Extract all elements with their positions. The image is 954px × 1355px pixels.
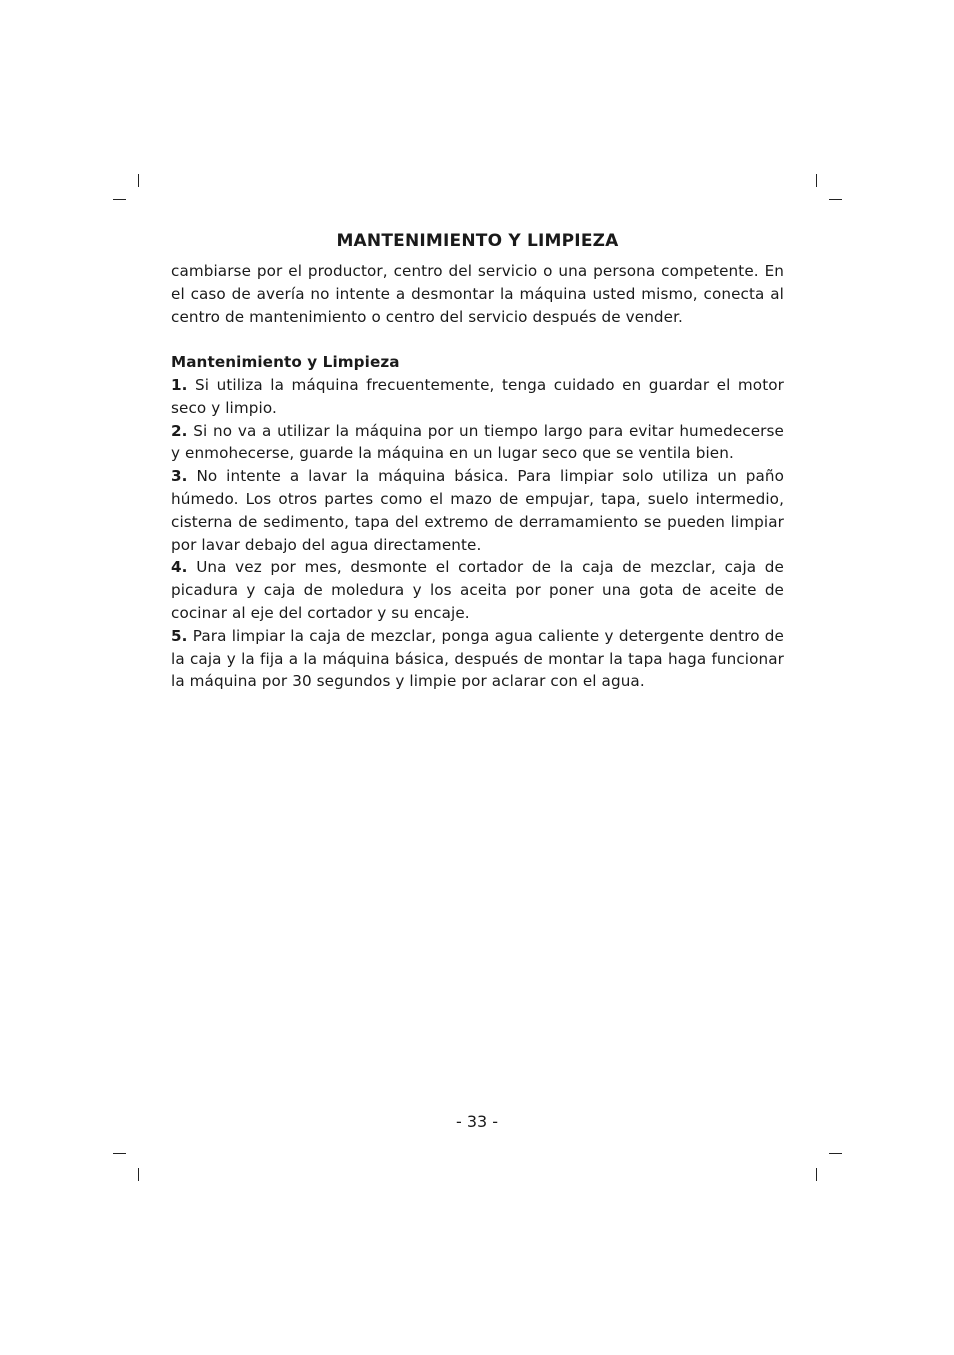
crop-mark-bottom-left-horizontal bbox=[113, 1153, 126, 1154]
crop-mark-top-right-horizontal bbox=[829, 199, 842, 200]
intro-paragraph: cambiarse por el productor, centro del servicio o una persona competente. En el caso de avería no intente a desmontar la máquina usted mismo, conecta al centro de mantenimiento o centro del servicio después de vender. bbox=[171, 262, 784, 326]
list-item bbox=[171, 556, 784, 624]
list-item bbox=[171, 420, 784, 466]
document-body bbox=[171, 260, 784, 693]
item-text: Si utiliza la máquina frecuentemente, tenga cuidado en guardar el motor seco y limpio. bbox=[171, 375, 784, 417]
crop-mark-top-left-horizontal bbox=[113, 199, 126, 200]
crop-mark-top-left-vertical bbox=[138, 174, 139, 187]
item-number: 2. bbox=[171, 421, 188, 440]
crop-mark-bottom-right-vertical bbox=[816, 1168, 817, 1181]
item-text: Una vez por mes, desmonte el cortador de la caja de mezclar, caja de picadura y caja de moledura y los aceita por poner una gota de aceite de cocinar al eje del cortador y su encaje. bbox=[171, 558, 784, 622]
item-text: No intente a lavar la máquina básica. Para limpiar solo utiliza un paño húmedo. Los otros partes como el mazo de empujar, tapa, suelo intermedio, cisterna de sedimento, tapa del extremo de derramamiento se pueden limpiar por lavar debajo del agua directamente. bbox=[171, 467, 784, 554]
item-number: 4. bbox=[171, 558, 188, 577]
item-text: Si no va a utilizar la máquina por un tiempo largo para evitar humedecerse y enmohecerse, guarde la máquina en un lugar seco que se ventila bien. bbox=[171, 421, 784, 463]
crop-mark-bottom-right-horizontal bbox=[829, 1153, 842, 1154]
crop-mark-bottom-left-vertical bbox=[138, 1168, 139, 1181]
list-item bbox=[171, 625, 784, 693]
page-number: - 33 - bbox=[455, 1112, 499, 1131]
section-subheading: Mantenimiento y Limpieza bbox=[171, 353, 400, 372]
item-number: 5. bbox=[171, 626, 188, 645]
list-item bbox=[171, 374, 784, 420]
list-item bbox=[171, 465, 784, 556]
item-number: 1. bbox=[171, 375, 188, 394]
item-text: Para limpiar la caja de mezclar, ponga agua caliente y detergente dentro de la caja y la fija a la máquina básica, después de montar la tapa haga funcionar la máquina por 30 segundos y limpie por aclarar con el agua. bbox=[171, 626, 784, 691]
paragraph-gap bbox=[171, 328, 784, 351]
page-title: MANTENIMIENTO Y LIMPIEZA bbox=[336, 231, 619, 251]
crop-mark-top-right-vertical bbox=[816, 174, 817, 187]
item-number: 3. bbox=[171, 467, 188, 486]
